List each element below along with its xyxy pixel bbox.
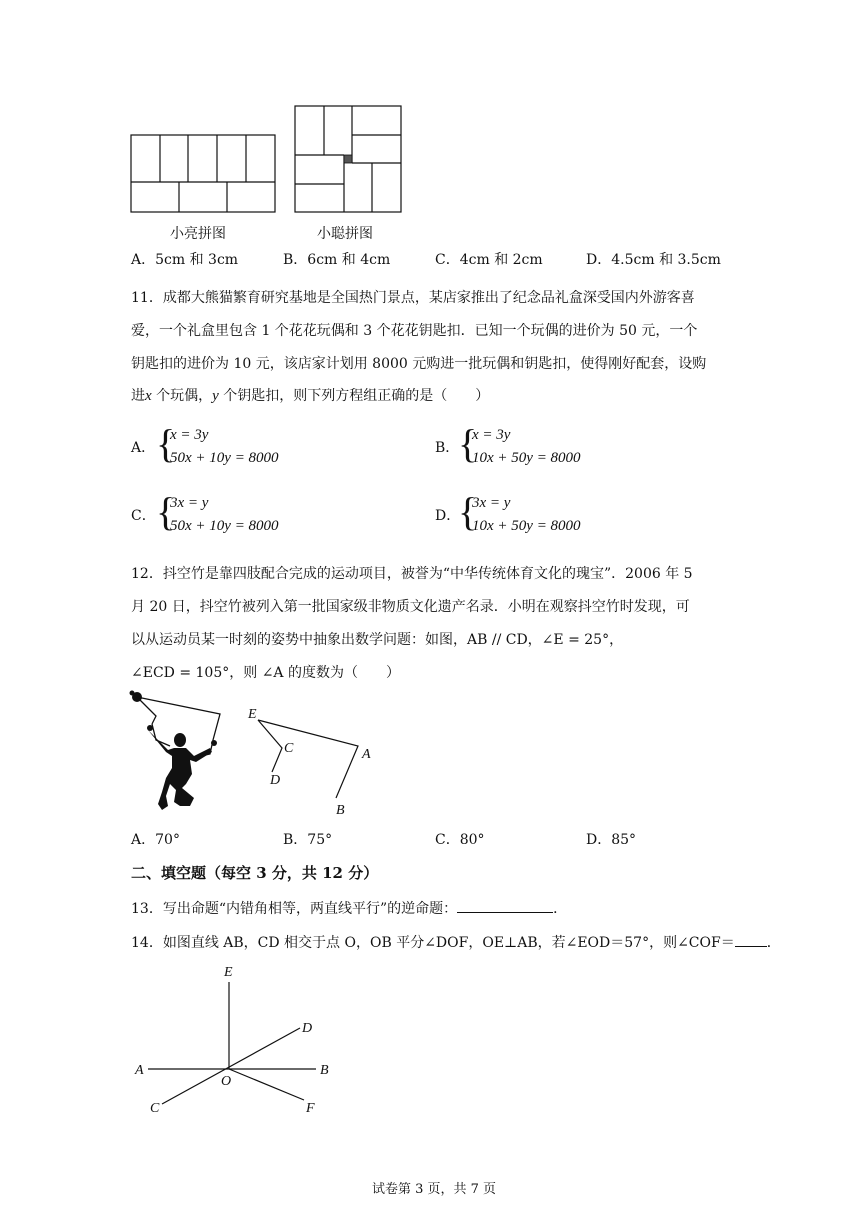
q12-label-e: E (248, 707, 257, 722)
q11-option-c-letter: C． (131, 508, 156, 524)
q11-line-3: 钥匙扣的进价为 10 元，该店家计划用 8000 元购进一批玩偶和钥匙扣，使得刚好配套，设购 (131, 356, 707, 372)
page-footer: 试卷第 3 页，共 7 页 (371, 1182, 497, 1197)
q11-line-1: 11．成都大熊猫繁育研究基地是全国热门景点，某店家推出了纪念品礼盒深受国内外游客喜 (131, 290, 695, 306)
q11-option-c-eq1: 3x = y (170, 495, 209, 511)
q11-option-b-eq1: x = 3y (472, 427, 511, 443)
q11-option-c-eq2: 50x + 10y = 8000 (170, 518, 279, 534)
q10-option-d: D．4.5cm 和 3.5cm (586, 252, 721, 268)
q10-option-c: C．4cm 和 2cm (435, 252, 543, 268)
q11-line-2: 爱，一个礼盒里包含 1 个花花玩偶和 3 个花花钥匙扣．已知一个玩偶的进价为 50 元，一个 (131, 323, 698, 339)
q13-answer-blank[interactable] (457, 898, 553, 913)
q11-option-c-brace: { (156, 489, 176, 534)
q11-line-4: 进x 个玩偶，y 个钥匙扣，则下列方程组正确的是（ ） (131, 388, 490, 404)
q11-option-d-brace: { (458, 489, 478, 534)
q14-label-a: A (135, 1063, 144, 1078)
q12-label-c: C (284, 741, 294, 756)
q14-label-d: D (302, 1021, 313, 1036)
q12-option-c: C．80° (435, 832, 485, 848)
q14-geometry-figure (130, 960, 340, 1120)
q11-option-a-letter: A． (131, 440, 156, 456)
q12-label-b: B (336, 803, 345, 818)
q11-option-a-eq1: x = 3y (170, 427, 209, 443)
q11-option-b-letter: B． (435, 440, 460, 456)
q11-option-b-brace: { (458, 421, 478, 466)
q11-option-d-eq1: 3x = y (472, 495, 511, 511)
q14-label-b: B (320, 1063, 329, 1078)
q10-option-b: B．6cm 和 4cm (283, 252, 391, 268)
q14-label-f: F (306, 1101, 315, 1116)
xiaoliang-puzzle-figure (130, 134, 278, 214)
q12-line-3: 以从运动员某一时刻的姿势中抽象出数学问题：如图，AB // CD，∠E = 25°， (131, 632, 624, 648)
q11-option-a-brace: { (156, 421, 176, 466)
q12-line-4: ∠ECD = 105°，则 ∠A 的度数为（ ） (131, 665, 400, 681)
q12-line-1: 12．抖空竹是靠四肢配合完成的运动项目，被誉为“中华传统体育文化的瑰宝”．2006 年 5 (131, 566, 693, 582)
q11-option-d-eq2: 10x + 50y = 8000 (472, 518, 581, 534)
q12-label-d: D (270, 773, 281, 788)
q14-label-e: E (224, 965, 233, 980)
q12-geometry-figure (244, 700, 384, 825)
q14-line: 14．如图直线 AB，CD 相交于点 O，OB 平分∠DOF，OE⊥AB，若∠EOD＝57°，则∠COF＝ ． (131, 932, 781, 953)
section-heading-fill-blank: 二、填空题（每空 3 分，共 12 分） (131, 864, 379, 882)
q12-option-a: A．70° (131, 832, 180, 848)
q12-line-2: 月 20 日，抖空竹被列入第一批国家级非物质文化遗产名录．小明在观察抖空竹时发现，可 (131, 599, 690, 615)
xiaocong-caption: 小聪拼图 (317, 226, 373, 242)
q11-option-d-letter: D． (435, 508, 461, 524)
q11-option-b-eq2: 10x + 50y = 8000 (472, 450, 581, 466)
q14-label-c: C (150, 1101, 160, 1116)
q10-option-a: A．5cm 和 3cm (131, 252, 239, 268)
xiaoliang-caption: 小亮拼图 (170, 226, 226, 242)
q14-label-o: O (221, 1074, 232, 1089)
q13-line: 13．写出命题“内错角相等，两直线平行”的逆命题： ． (131, 898, 567, 919)
xiaocong-puzzle-figure (294, 105, 404, 215)
q14-answer-blank[interactable] (735, 932, 767, 947)
diabolo-player-illustration (128, 688, 228, 818)
q11-option-a-eq2: 50x + 10y = 8000 (170, 450, 279, 466)
q12-option-d: D．85° (586, 832, 637, 848)
q12-option-b: B．75° (283, 832, 333, 848)
q12-label-a: A (362, 747, 371, 762)
